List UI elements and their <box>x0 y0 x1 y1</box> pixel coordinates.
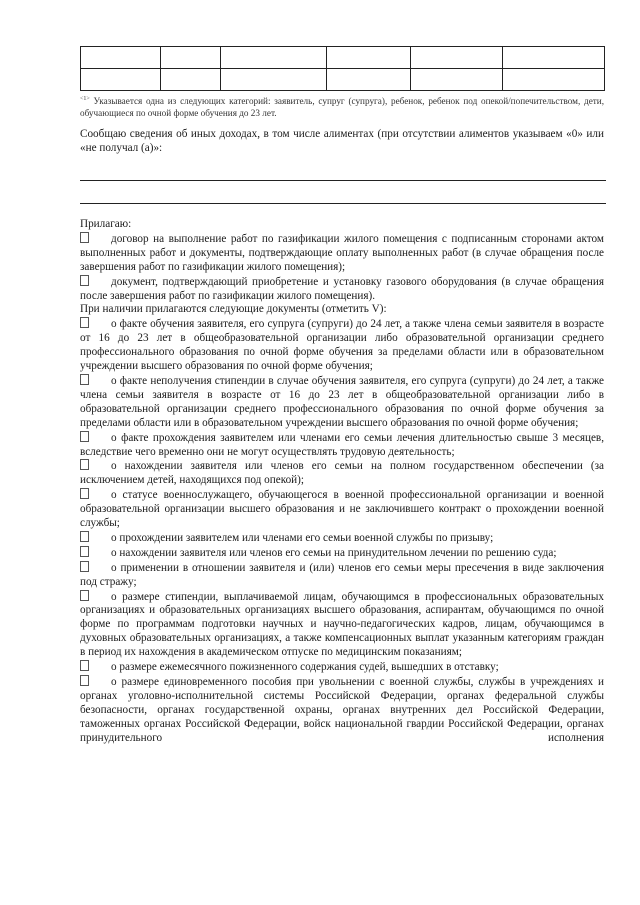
checkbox-icon[interactable] <box>80 531 89 542</box>
doc-item <box>80 317 604 374</box>
table-cell[interactable] <box>161 47 221 69</box>
doc-item-text: о факте неполучения стипендии в случае обучения заявителя, его супруга (супруги) до 24 лет, а также члена семьи заявителя в возрасте от 16 до 23 лет в общеобразовательной организации либо в образовательной организации среднего профессионального образования по очной форме обучения за пределами области или в образовательном учреждении высшего образования по очной форме обучения; <box>80 374 604 429</box>
doc-item-text: о размере ежемесячного пожизненного содержания судей, вышедших в отставку; <box>111 661 499 674</box>
checkbox-icon[interactable] <box>80 317 89 328</box>
checkbox-icon[interactable] <box>80 459 89 470</box>
other-income-prompt: Сообщаю сведения об иных доходах, в том числе алиментах (при отсутствии алиментов указываем «0» или «не получал (а)»: <box>80 128 604 154</box>
checkbox-icon[interactable] <box>80 232 89 243</box>
income-table <box>80 46 605 91</box>
doc-item-text: о размере стипендии, выплачиваемой лицам, обучающимся в профессиональных образовательных организациях и образовательных организациях высшего образования, аспирантам, обучающимся по очной форме по программам подготовки научных и научно-педагогических кадров, лицам, обучающимся в духовных образовательных организациях, а также компенсационных выплат указанным категориям граждан в период их нахождения в академическом отпуске по медицинским показаниям; <box>80 590 604 659</box>
attach-item-text: документ, подтверждающий приобретение и установку газового оборудования (в случае обращения после завершения работ по газификации жилого помещения). <box>80 275 604 302</box>
table-cell[interactable] <box>327 69 411 91</box>
doc-item-text: о нахождении заявителя или членов его семьи на принудительном лечении по решению суда; <box>111 546 557 559</box>
doc-item-text: о нахождении заявителя или членов его семьи на полном государственном обеспечении (за исключением детей, находящихся под опекой); <box>80 460 604 487</box>
answer-line-2[interactable] <box>80 203 606 204</box>
doc-item <box>80 561 604 590</box>
attach-item-text: договор на выполнение работ по газификации жилого помещения с подписанным сторонами актом выполненных работ и документы, подтверждающие оплату выполненных работ (в случае обращения после завершения работ по газификации жилого помещения); <box>80 232 604 273</box>
table-cell[interactable] <box>411 69 503 91</box>
footnote-text: Указывается одна из следующих категорий: заявитель, супруг (супруга), ребенок, ребенок под опекой/попечительством, дети, обучающиеся по очной форме обучения до 23 лет. <box>80 96 605 118</box>
table-cell[interactable] <box>503 69 605 91</box>
doc-item <box>80 374 604 431</box>
table-cell[interactable] <box>221 69 327 91</box>
doc-item-text: о факте обучения заявителя, его супруга (супруги) до 24 лет, а также члена семьи заявителя в возрасте от 16 до 23 лет в общеобразовательной организации либо образовательной организации среднего профессионального образования по очной форме обучения за пределами области или в образовательном учреждении высшего образования по очной форме обучения; <box>80 318 604 373</box>
checkbox-icon[interactable] <box>80 374 89 385</box>
doc-item <box>80 546 604 561</box>
table-row <box>81 47 605 69</box>
table-cell[interactable] <box>81 47 161 69</box>
table-cell[interactable] <box>327 47 411 69</box>
footnote <box>80 94 604 119</box>
footnote-marker: <1> <box>80 96 90 102</box>
attachments-section <box>80 218 604 746</box>
doc-item <box>80 590 604 661</box>
doc-item <box>80 431 604 460</box>
attach-heading: Прилагаю: <box>80 218 132 230</box>
doc-item <box>80 675 604 746</box>
checkbox-icon[interactable] <box>80 431 89 442</box>
attach-item <box>80 275 604 304</box>
doc-item-text: о применении в отношении заявителя и (или) членов его семьи меры пресечения в виде заключения под стражу; <box>80 561 604 588</box>
table-cell[interactable] <box>81 69 161 91</box>
doc-item <box>80 660 604 675</box>
doc-item <box>80 531 604 546</box>
checkbox-icon[interactable] <box>80 488 89 499</box>
answer-line-1[interactable] <box>80 180 606 181</box>
table-cell[interactable] <box>221 47 327 69</box>
checkbox-icon[interactable] <box>80 561 89 572</box>
doc-item <box>80 488 604 531</box>
doc-item-text: о факте прохождения заявителем или членами его семьи лечения длительностью свыше 3 месяцев, вследствие чего временно они не могут осуществлять трудовую деятельность; <box>80 431 604 458</box>
doc-item-text: о прохождении заявителем или членами его семьи военной службы по призыву; <box>111 531 494 544</box>
attach-item <box>80 232 604 275</box>
doc-item-text: о статусе военнослужащего, обучающегося в военной профессиональной организации и военной образовательной организации высшего образования и не заключившего контракт о прохождении военной службы; <box>80 489 604 530</box>
checkbox-icon[interactable] <box>80 675 89 686</box>
checkbox-icon[interactable] <box>80 660 89 671</box>
table-row <box>81 69 605 91</box>
doc-item-text: о размере единовременного пособия при увольнении с военной службы, службы в учреждениях и органах уголовно-исполнительной системы Российской Федерации, органах федеральной службы безопасности, органах государственной охраны, органах внутренних дел Российской Федерации, таможенных органах Российской Федерации, войск национальной гвардии Российской Федерации, органах принудительного исполнения <box>80 676 604 744</box>
doc-item <box>80 459 604 488</box>
checkbox-icon[interactable] <box>80 275 89 286</box>
checkbox-icon[interactable] <box>80 590 89 601</box>
table-cell[interactable] <box>503 47 605 69</box>
checkbox-icon[interactable] <box>80 546 89 557</box>
table-cell[interactable] <box>161 69 221 91</box>
docs-heading: При наличии прилагаются следующие документы (отметить V): <box>80 303 387 316</box>
table-cell[interactable] <box>411 47 503 69</box>
